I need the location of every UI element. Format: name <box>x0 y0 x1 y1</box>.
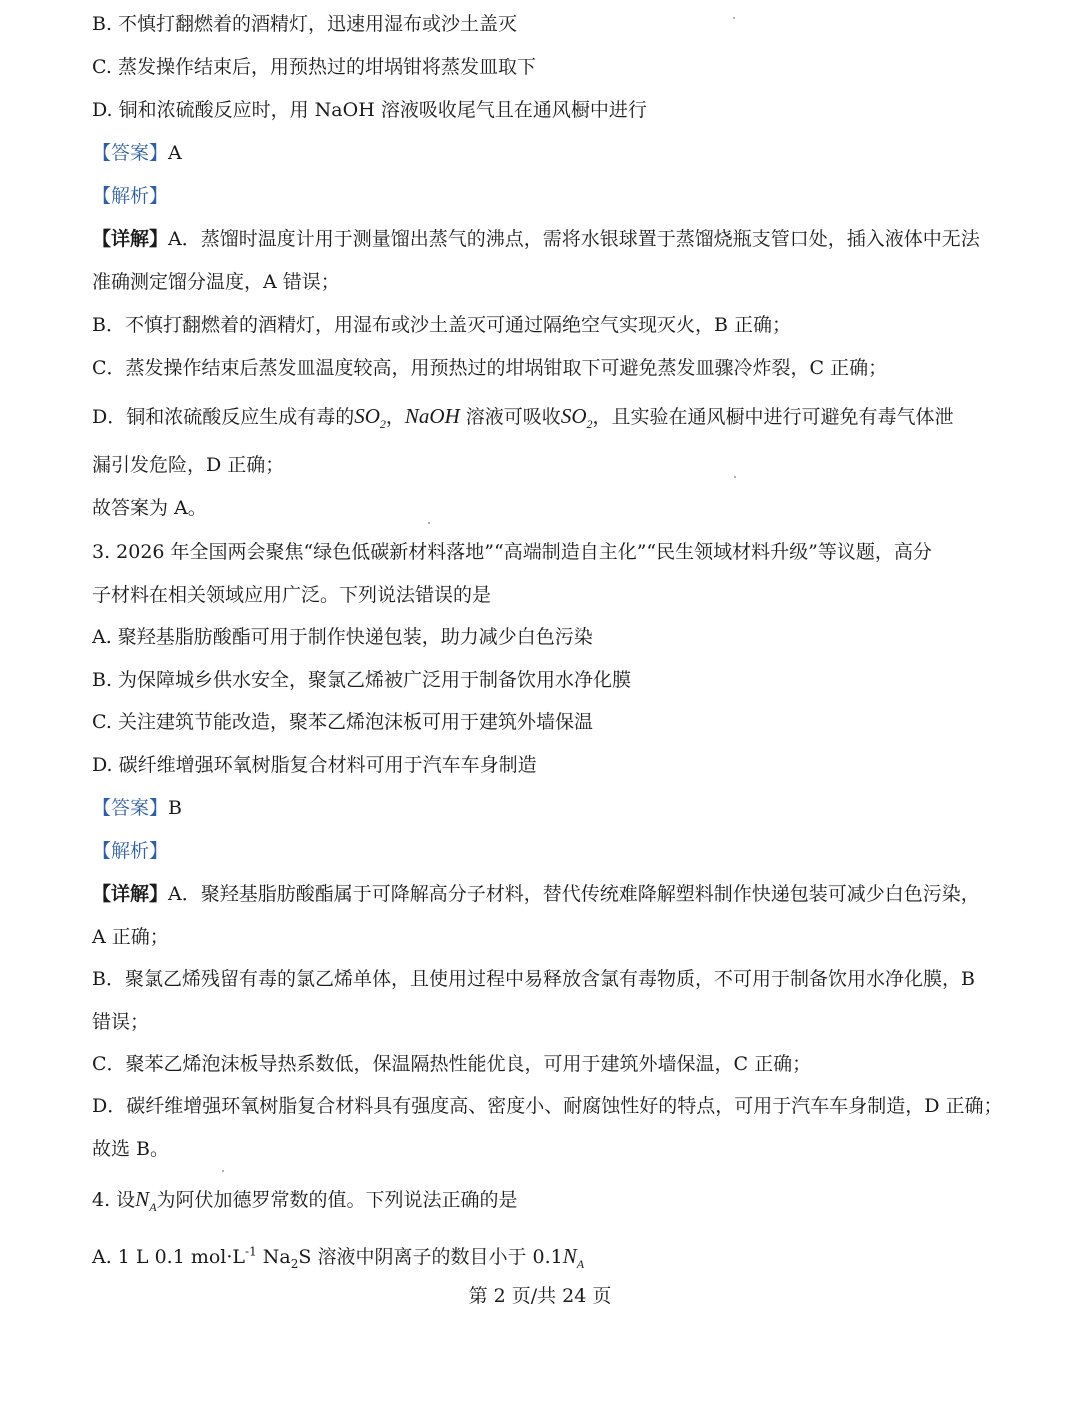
scan-speck <box>428 522 430 524</box>
na2s-b: S <box>298 1246 312 1268</box>
q4-option-a <box>92 1243 584 1270</box>
q3-detail-c: C．聚苯乙烯泡沫板导热系数低，保温隔热性能优良，可用于建筑外墙保温，C 正确； <box>92 1053 812 1075</box>
q2-detail-d-line2: 漏引发危险，D 正确； <box>92 454 285 476</box>
q4-opt-a-pre: A. 1 L 0.1 mol·L <box>92 1246 246 1268</box>
detail-tag: 【详解】 <box>92 228 169 250</box>
na2s-a: Na <box>256 1246 291 1268</box>
so2-formula <box>354 404 386 432</box>
q4-opt-a-sup: -1 <box>245 1244 257 1259</box>
q3-answer-line <box>92 795 182 821</box>
detail-tag: 【详解】 <box>92 883 169 905</box>
q4-number: 4. 设 <box>92 1189 136 1211</box>
q3-detail-a-line1 <box>92 881 980 907</box>
q2-option-c: C. 蒸发操作结束后，用预热过的坩埚钳将蒸发皿取下 <box>92 56 536 78</box>
naoh-formula: NaOH <box>404 404 460 428</box>
q2-detail-c: C．蒸发操作结束后蒸发皿温度较高，用预热过的坩埚钳取下可避免蒸发皿骤冷炸裂，C 正确； <box>92 357 888 379</box>
so2-main-2: SO <box>560 404 587 428</box>
avogadro-symbol-2 <box>562 1244 585 1272</box>
q3-stem-line1: 3. 2026 年全国两会聚焦“绿色低碳新材料落地”“高端制造自主化”“民生领域材料升级”等议题，高分 <box>92 541 932 563</box>
q3-conclusion: 故选 B。 <box>92 1138 170 1160</box>
q3-answer-value: B <box>168 797 182 819</box>
q2-detail-b: B．不慎打翻燃着的酒精灯，用湿布或沙土盖灭可通过隔绝空气实现灭火，B 正确； <box>92 314 791 336</box>
q3-detail-b-line2: 错误； <box>92 1011 150 1033</box>
q2-detail-d-mid: 溶液可吸收 <box>459 406 561 428</box>
so2-sub-2: 2 <box>586 417 593 432</box>
q2-answer-line <box>92 140 182 166</box>
na-sub: A <box>149 1200 157 1215</box>
q2-detail-d-line1 <box>92 403 954 430</box>
q2-detail-a-text: A．蒸馏时温度计用于测量馏出蒸气的沸点，需将水银球置于蒸馏烧瓶支管口处，插入液体中无法 <box>168 228 980 250</box>
q3-analysis-tag: 【解析】 <box>92 840 169 862</box>
q2-detail-d-pre: D．铜和浓硫酸反应生成有毒的 <box>92 406 355 428</box>
q2-comma: ， <box>385 406 405 428</box>
q2-detail-a-line1 <box>92 226 980 252</box>
answer-tag: 【答案】 <box>92 142 169 164</box>
na-sub-2: A <box>576 1257 585 1272</box>
scan-speck <box>734 476 736 478</box>
q2-detail-d-post: ，且实验在通风橱中进行可避免有毒气体泄 <box>592 406 954 428</box>
q3-option-d: D. 碳纤维增强环氧树脂复合材料可用于汽车车身制造 <box>92 754 537 776</box>
q2-analysis-tag: 【解析】 <box>92 185 169 207</box>
so2-formula-2 <box>560 404 593 432</box>
so2-sub: 2 <box>379 417 386 432</box>
q3-detail-d: D．碳纤维增强环氧树脂复合材料具有强度高、密度小、耐腐蚀性好的特点，可用于汽车车身制造，D 正确； <box>92 1095 1003 1117</box>
q2-conclusion: 故答案为 A。 <box>92 497 207 519</box>
q3-detail-a-text: A．聚羟基脂肪酸酯属于可降解高分子材料，替代传统难降解塑料制作快递包装可减少白色污染， <box>168 883 980 905</box>
na-main-2: N <box>562 1244 577 1268</box>
q3-detail-b-line1: B．聚氯乙烯残留有毒的氯乙烯单体，且使用过程中易释放含氯有毒物质，不可用于制备饮用水净化膜，B <box>92 968 975 990</box>
so2-main: SO <box>354 404 380 428</box>
q2-detail-a-line2: 准确测定馏分温度，A 错误； <box>92 271 340 293</box>
q2-option-d: D. 铜和浓硫酸反应时，用 NaOH 溶液吸收尾气且在通风橱中进行 <box>92 99 647 121</box>
q3-stem-line2: 子材料在相关领域应用广泛。下列说法错误的是 <box>92 584 492 606</box>
q2-answer-value: A <box>168 142 182 164</box>
q4-stem <box>92 1186 518 1213</box>
answer-tag: 【答案】 <box>92 797 169 819</box>
q4-stem-text: 为阿伏加德罗常数的值。下列说法正确的是 <box>156 1189 518 1211</box>
q4-opt-a-post: 溶液中阴离子的数目小于 0.1 <box>311 1246 563 1268</box>
q3-detail-a-line2: A 正确； <box>92 926 169 948</box>
q2-option-b: B. 不慎打翻燃着的酒精灯，迅速用湿布或沙土盖灭 <box>92 13 518 35</box>
scan-speck <box>733 17 735 19</box>
page-footer: 第 2 页/共 24 页 <box>468 1285 612 1307</box>
q3-option-c: C. 关注建筑节能改造，聚苯乙烯泡沫板可用于建筑外墙保温 <box>92 711 593 733</box>
q3-option-a: A. 聚羟基脂肪酸酯可用于制作快递包装，助力减少白色污染 <box>92 626 593 648</box>
scan-speck <box>222 1170 224 1172</box>
avogadro-symbol <box>135 1187 157 1215</box>
q3-option-b: B. 为保障城乡供水安全，聚氯乙烯被广泛用于制备饮用水净化膜 <box>92 669 632 691</box>
na-main: N <box>135 1187 150 1211</box>
na2s-sub: 2 <box>290 1256 299 1271</box>
